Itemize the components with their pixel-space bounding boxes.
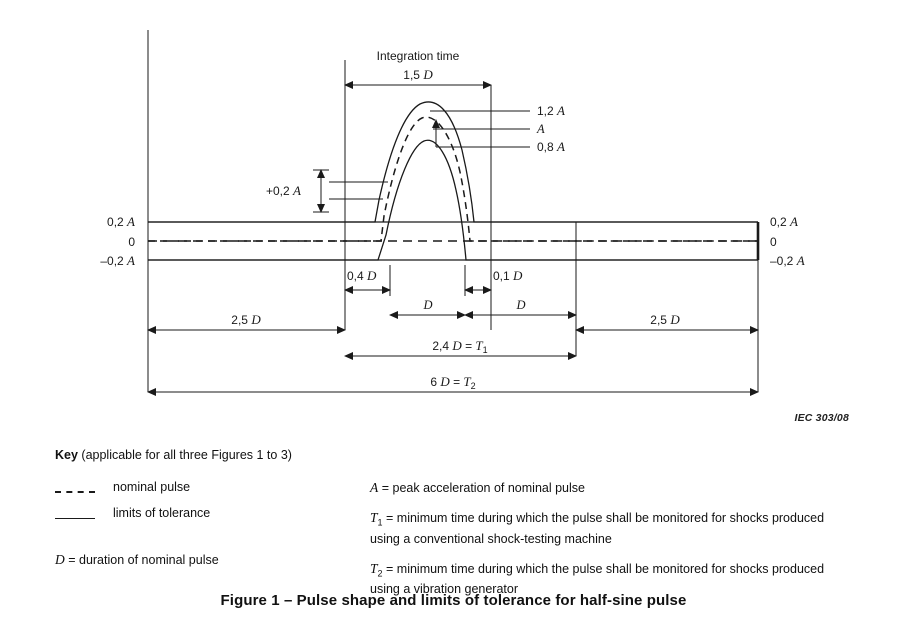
t1-span-label: 2,4 $D = T_1$: [432, 338, 488, 355]
axis-left-top-label: 0,2 A: [107, 214, 135, 229]
axis-left-zero-label: 0: [128, 235, 135, 249]
duration-right-label: D: [516, 298, 526, 312]
key-def-subscript: 1: [377, 517, 383, 528]
integration-time-label: Integration time: [376, 49, 460, 63]
fall-span-dimension: [465, 265, 491, 296]
integration-span-label: 1,5 D: [403, 67, 433, 82]
key-legend-label: nominal pulse: [113, 480, 191, 494]
t2-span-label: 6 $D = T_2$: [430, 374, 476, 391]
key-def-text: = peak acceleration of nominal pulse: [378, 481, 585, 495]
figure-caption: Figure 1 – Pulse shape and limits of tolerance for half-sine pulse: [220, 592, 687, 609]
key-definition-t1: [370, 510, 830, 547]
key-def-symbol: A: [370, 480, 379, 495]
key-def-symbol: T: [370, 560, 378, 576]
plus-offset-dimension: [313, 170, 388, 212]
fall-span-label: 0,1 D: [493, 268, 523, 283]
duration-left-label: D: [423, 298, 433, 312]
key-legend-list: [55, 480, 355, 532]
key-d-symbol: D: [55, 552, 65, 567]
key-legend-label: limits of tolerance: [113, 506, 211, 520]
solid-line-icon: [55, 512, 97, 524]
key-title: [55, 448, 292, 462]
upper-tolerance-label: 1,2 A: [537, 103, 565, 118]
axis-right-zero-label: 0: [770, 235, 777, 249]
nominal-peak-label: A: [537, 122, 545, 136]
key-title-bold: Key: [55, 448, 78, 462]
pre-span-label: 2,5 D: [231, 312, 261, 327]
list-item: [55, 506, 355, 532]
source-reference-label: IEC 303/08: [794, 412, 849, 424]
key-def-symbol: T: [370, 510, 378, 525]
key-d-definition: [55, 552, 219, 568]
rise-span-label: 0,4 D: [347, 268, 377, 283]
lower-tolerance-label: 0,8 A: [537, 139, 565, 154]
key-def-text: = minimum time during which the pulse shall be monitored for shocks produced using a conventional shock-testing machine: [370, 511, 825, 546]
dashed-line-icon: [55, 486, 97, 498]
axis-left-bottom-label: –0,2 A: [100, 253, 135, 268]
axis-right-bottom-label: –0,2 A: [770, 253, 805, 268]
upper-tolerance-curve: [148, 102, 758, 222]
list-item: [55, 480, 355, 506]
plus-offset-label: +0,2 A: [266, 183, 301, 198]
lower-tolerance-curve: [148, 140, 758, 260]
key-definition-a: [370, 480, 830, 496]
key-d-text: = duration of nominal pulse: [64, 553, 219, 567]
axis-right-top-label: 0,2 A: [770, 214, 798, 229]
baseline-axes: [148, 222, 758, 260]
key-def-subscript: 2: [377, 568, 383, 578]
key-title-rest: (applicable for all three Figures 1 to 3): [77, 448, 292, 462]
post-span-label: 2,5 D: [650, 312, 680, 327]
key-def-text: = minimum time during which the pulse shall be monitored for shocks produced using a vibration generator: [370, 561, 825, 596]
amplitude-leader-lines: [430, 111, 530, 147]
